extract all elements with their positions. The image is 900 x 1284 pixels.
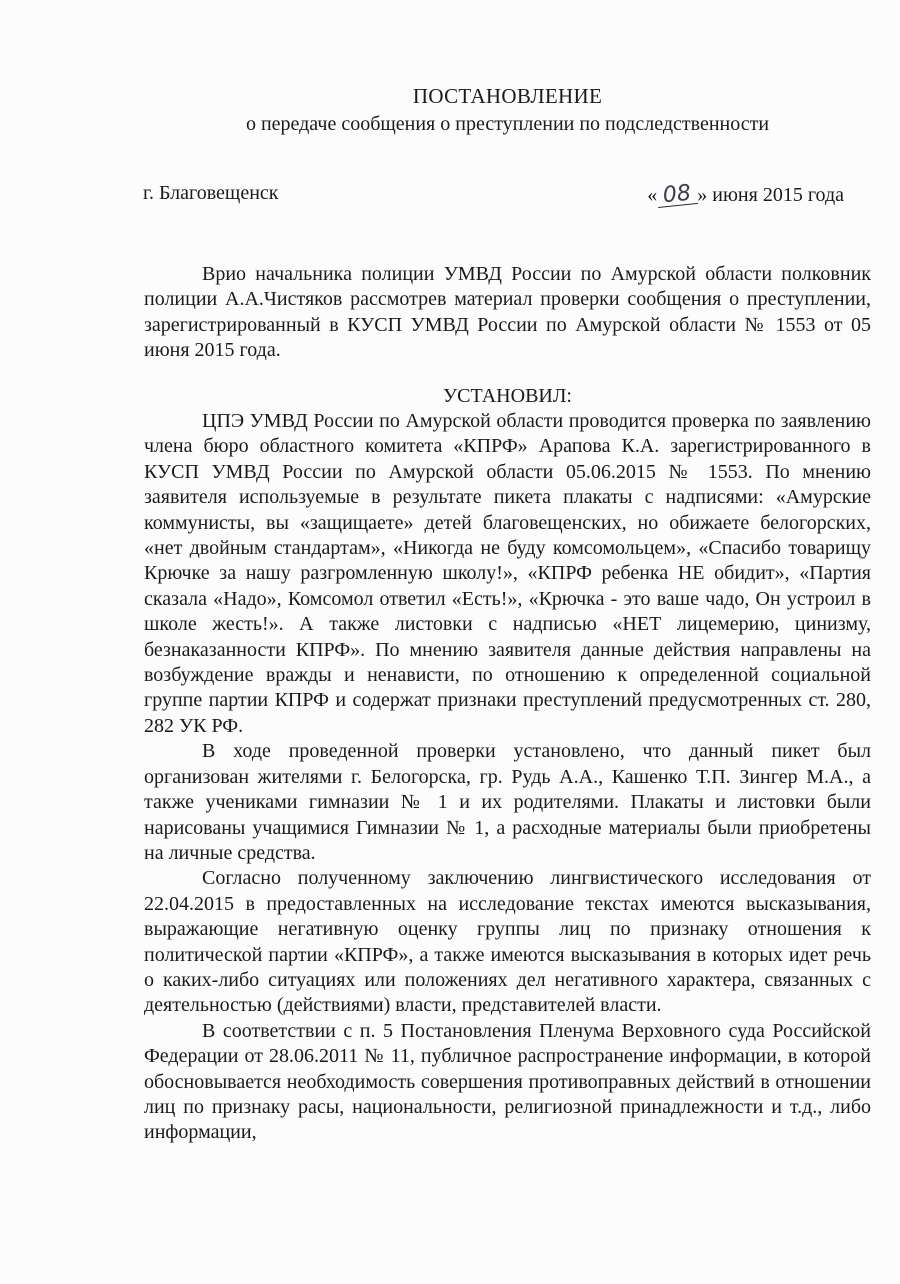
document-date xyxy=(647,180,844,209)
date-day-handwritten: 08 xyxy=(656,183,698,208)
document-city: г. Благовещенск xyxy=(143,182,279,204)
body-paragraph-2: В ходе проведенной проверки установлено, что данный пикет был организован жителями г. Белогорска, гр. Рудь А.А., Кашенко Т.П. Зингер М.А., а также учениками гимназии № 1 и их родителями. Плакаты и листовки были нарисованы учащимися Гимназии № 1, а расходные материалы были приобретены на личные средства. xyxy=(144,740,871,864)
intro-section xyxy=(144,262,871,364)
date-rest: » июня 2015 года xyxy=(697,184,844,206)
body-paragraph-1: ЦПЭ УМВД России по Амурской области проводится проверка по заявлению члена бюро областного комитета «КПРФ» Арапова К.А. зарегистрированного в КУСП УМВД России по Амурской области 05.06.2015 № 1553. По мнению заявителя используемые в результате пикета плакаты с надписями: «Амурские коммунисты, вы «защищаете» детей благовещенских, но обижаете белогорских, «нет двойным стандартам», «Никогда не буду комсомольцем», «Спасибо товарищу Крючке за нашу разгромленную школу!», «КПРФ ребенка НЕ обидит», «Партия сказала «Надо», Комсомол ответил «Есть!», «Крючка - это ваше чадо, Он устроил в школе жесть!». А также листовки с надписью «НЕТ лицемерию, цинизму, безнаказанности КПРФ». По мнению заявителя данные действия направлены на возбуждение вражды и ненависти, по отношению к определенной социальной группе партии КПРФ и содержат признаки преступлений предусмотренных ст. 280, 282 УК РФ. xyxy=(144,410,871,737)
body-paragraph-4: В соответствии с п. 5 Постановления Пленума Верховного суда Российской Федерации от 28.06.2011 № 11, публичное распространение информации, в которой обосновывается необходимость совершения противоправных действий в отношении лиц по признаку расы, национальности, религиозной принадлежности и т.д., либо информации, xyxy=(144,1019,871,1144)
main-section xyxy=(144,409,871,1146)
document-title: ПОСТАНОВЛЕНИЕ xyxy=(412,84,603,108)
body-paragraph-3: Согласно полученному заключению лингвистического исследования от 22.04.2015 в предоставленных на исследование текстах имеются высказывания, выражающие негативную оценку группы лиц по признаку отношения к политической партии «КПРФ», а также имеются высказывания в которых идет речь о каких-либо ситуациях или положениях дел негативного характера, связанных с деятельностью (действиями) власти, представителей власти. xyxy=(144,867,871,1017)
intro-paragraph: Врио начальника полиции УМВД России по Амурской области полковник полиции А.А.Чистяков рассмотрев материал проверки сообщения о преступлении, зарегистрированный в КУСП УМВД России по Амурской области № 1553 от 05 июня 2015 года. xyxy=(144,263,871,362)
document-subtitle: о передаче сообщения о преступлении по подследственности xyxy=(245,113,770,135)
date-open-quote: « xyxy=(647,184,658,206)
established-heading: УСТАНОВИЛ: xyxy=(443,385,572,407)
